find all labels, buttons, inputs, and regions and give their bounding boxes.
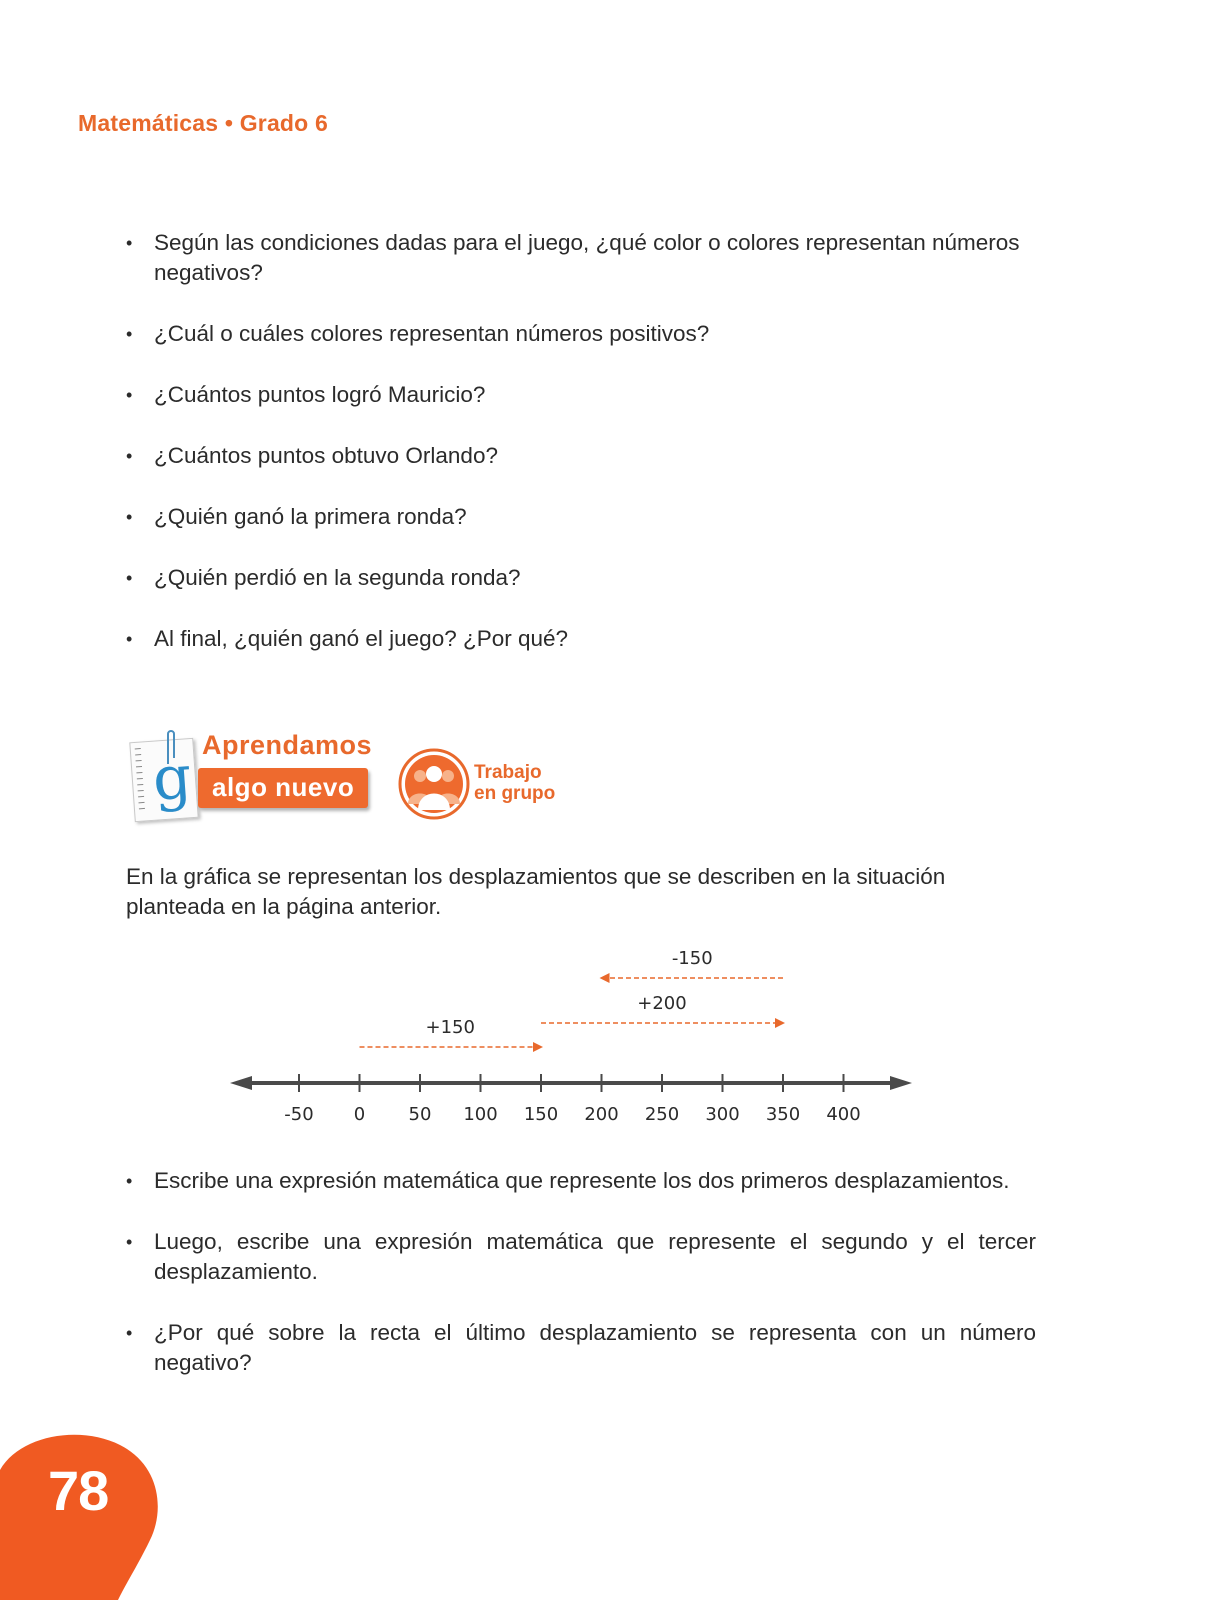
badge-title: Aprendamos	[202, 730, 373, 760]
axis-arrow-right-icon	[890, 1076, 912, 1090]
intro-paragraph: En la gráfica se representan los desplazamientos que se describen en la situación planteada en la página anterior.	[126, 864, 946, 919]
g-letter-icon: g	[150, 742, 194, 815]
group-work-label	[474, 762, 555, 804]
tick-label: 50	[408, 1104, 432, 1125]
list-item: • ¿Cuál o cuáles colores representan números positivos?	[126, 319, 1046, 349]
badge-subtitle: algo nuevo	[212, 772, 355, 802]
tick-label: 350	[765, 1104, 801, 1125]
tick-label: 100	[463, 1104, 498, 1125]
list-item: • ¿Quién perdió en la segunda ronda?	[126, 563, 1046, 593]
list-item: • Según las condiciones dadas para el juego, ¿qué color o colores representan números negativos?	[126, 228, 1046, 288]
group-work-badge	[398, 748, 598, 824]
list-item: • Luego, escribe una expresión matemática que represente el segundo y el tercer desplazamiento.	[126, 1227, 1036, 1287]
number-line	[220, 940, 920, 1140]
displacement-label: -150	[671, 948, 713, 969]
group-label-line1: Trabajo	[474, 762, 542, 783]
tick-label: -50	[284, 1104, 314, 1125]
page-number: 78	[48, 1459, 109, 1522]
tick-label: 250	[644, 1104, 680, 1125]
list-item: • ¿Cuántos puntos logró Mauricio?	[126, 380, 1046, 410]
aprendamos-badge	[126, 728, 376, 828]
list-item: • Al final, ¿quién ganó el juego? ¿Por qué?	[126, 624, 1046, 654]
question-list-top	[126, 228, 1046, 685]
list-item: • ¿Quién ganó la primera ronda?	[126, 502, 1046, 532]
displacement-label: +200	[637, 993, 687, 1014]
group-label-line2: en grupo	[474, 783, 556, 804]
displacement-label: +150	[425, 1017, 475, 1038]
list-item: • Escribe una expresión matemática que represente los dos primeros desplazamientos.	[126, 1166, 1036, 1196]
page-header: Matemáticas • Grado 6	[78, 110, 329, 136]
list-item: • ¿Por qué sobre la recta el último desplazamiento se representa con un número negativo?	[126, 1318, 1036, 1378]
tick-label: 400	[826, 1104, 861, 1125]
tick-label: 150	[523, 1104, 559, 1125]
list-item: • ¿Cuántos puntos obtuvo Orlando?	[126, 441, 1046, 471]
group-icon	[398, 748, 470, 820]
tick-label: 0	[353, 1104, 366, 1125]
tick-label: 200	[584, 1104, 619, 1125]
question-list-bottom	[126, 1166, 1036, 1409]
tick-label: 300	[705, 1104, 740, 1125]
paperclip-icon	[164, 728, 178, 768]
axis-arrow-left-icon	[230, 1076, 252, 1090]
